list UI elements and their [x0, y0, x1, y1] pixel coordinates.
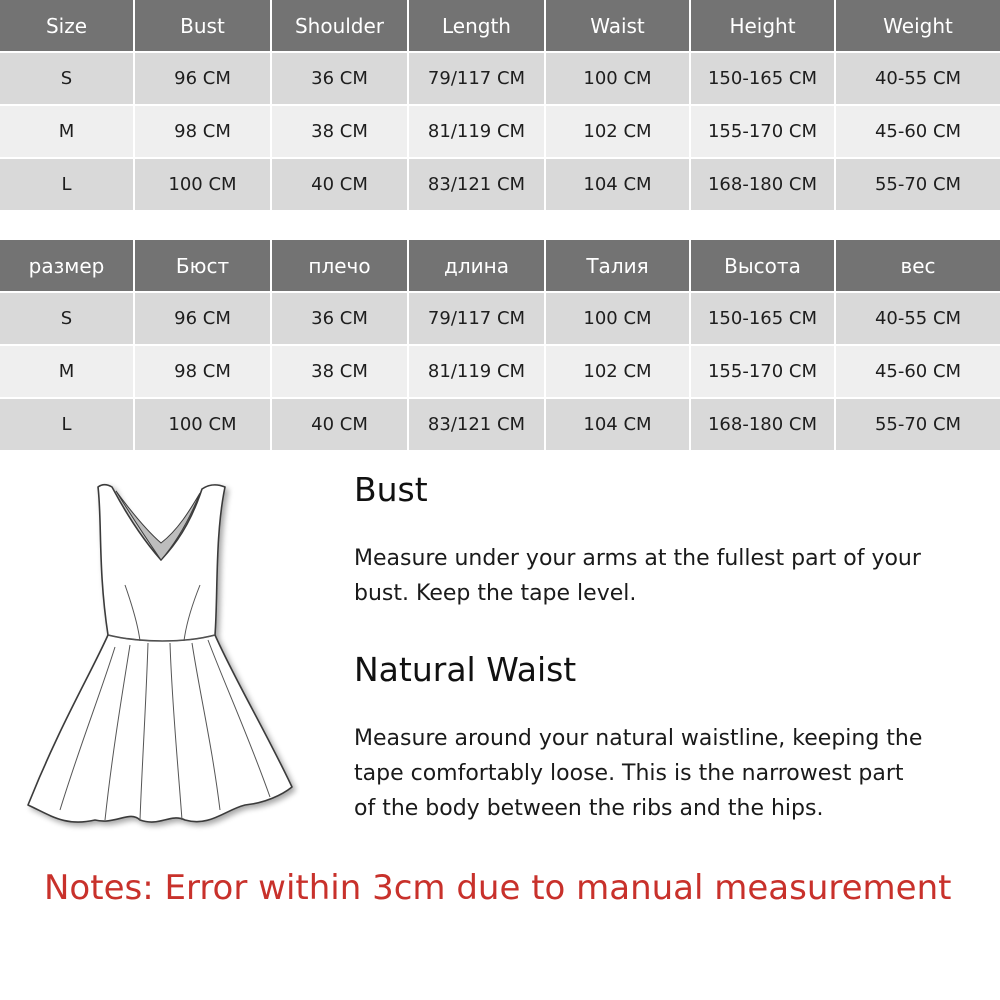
table-cell: 38 CM: [272, 106, 407, 157]
waist-description: [354, 721, 954, 826]
waist-line: of the body between the ribs and the hips.: [354, 796, 824, 821]
table-cell: S: [0, 53, 133, 104]
size-table-english: [0, 0, 1000, 210]
table-cell: 100 CM: [135, 159, 270, 210]
table-cell: S: [0, 293, 133, 344]
size-table-russian: [0, 240, 1000, 450]
header-cell: Bust: [135, 0, 270, 51]
table-cell: L: [0, 399, 133, 450]
header-cell: Shoulder: [272, 0, 407, 51]
notes-text: Notes: Error within 3cm due to manual measurement: [44, 868, 952, 908]
table-cell: 83/121 CM: [409, 399, 544, 450]
table-cell: 98 CM: [135, 346, 270, 397]
waist-line: tape comfortably loose. This is the narrowest part: [354, 761, 904, 786]
table-cell: 150-165 CM: [691, 293, 834, 344]
waist-line: Measure around your natural waistline, keeping the: [354, 726, 923, 751]
table-cell: 36 CM: [272, 293, 407, 344]
table-cell: 55-70 CM: [836, 159, 1000, 210]
table-cell: 38 CM: [272, 346, 407, 397]
header-cell: размер: [0, 240, 133, 291]
table-cell: 81/119 CM: [409, 346, 544, 397]
dress-icon: [20, 475, 300, 845]
table-cell: 55-70 CM: [836, 399, 1000, 450]
table-cell: 102 CM: [546, 346, 689, 397]
header-cell: Length: [409, 0, 544, 51]
table-cell: 100 CM: [135, 399, 270, 450]
header-cell: длина: [409, 240, 544, 291]
table-cell: 81/119 CM: [409, 106, 544, 157]
header-cell: Бюст: [135, 240, 270, 291]
table-cell: 155-170 CM: [691, 106, 834, 157]
table-cell: 100 CM: [546, 53, 689, 104]
table-cell: 83/121 CM: [409, 159, 544, 210]
table-cell: 100 CM: [546, 293, 689, 344]
table-cell: 36 CM: [272, 53, 407, 104]
waist-title: Natural Waist: [354, 650, 577, 689]
bust-line: bust. Keep the tape level.: [354, 581, 637, 606]
table-cell: 150-165 CM: [691, 53, 834, 104]
header-cell: Waist: [546, 0, 689, 51]
bust-description: [354, 541, 954, 611]
table-cell: 45-60 CM: [836, 346, 1000, 397]
header-cell: Талия: [546, 240, 689, 291]
table-cell: 40-55 CM: [836, 293, 1000, 344]
table-cell: 79/117 CM: [409, 53, 544, 104]
table-cell: L: [0, 159, 133, 210]
table-cell: 102 CM: [546, 106, 689, 157]
table-cell: 104 CM: [546, 399, 689, 450]
bust-line: Measure under your arms at the fullest part of your: [354, 546, 921, 571]
header-cell: Weight: [836, 0, 1000, 51]
table-cell: 40-55 CM: [836, 53, 1000, 104]
table-cell: 40 CM: [272, 159, 407, 210]
table-cell: M: [0, 346, 133, 397]
table-cell: 104 CM: [546, 159, 689, 210]
table-cell: 40 CM: [272, 399, 407, 450]
table-cell: 45-60 CM: [836, 106, 1000, 157]
table-cell: 96 CM: [135, 293, 270, 344]
header-cell: Height: [691, 0, 834, 51]
table-cell: 168-180 CM: [691, 159, 834, 210]
header-cell: Высота: [691, 240, 834, 291]
header-cell: плечо: [272, 240, 407, 291]
table-cell: M: [0, 106, 133, 157]
bust-title: Bust: [354, 470, 428, 509]
table-cell: 155-170 CM: [691, 346, 834, 397]
table-cell: 79/117 CM: [409, 293, 544, 344]
header-cell: вес: [836, 240, 1000, 291]
header-cell: Size: [0, 0, 133, 51]
table-cell: 96 CM: [135, 53, 270, 104]
table-cell: 168-180 CM: [691, 399, 834, 450]
table-cell: 98 CM: [135, 106, 270, 157]
